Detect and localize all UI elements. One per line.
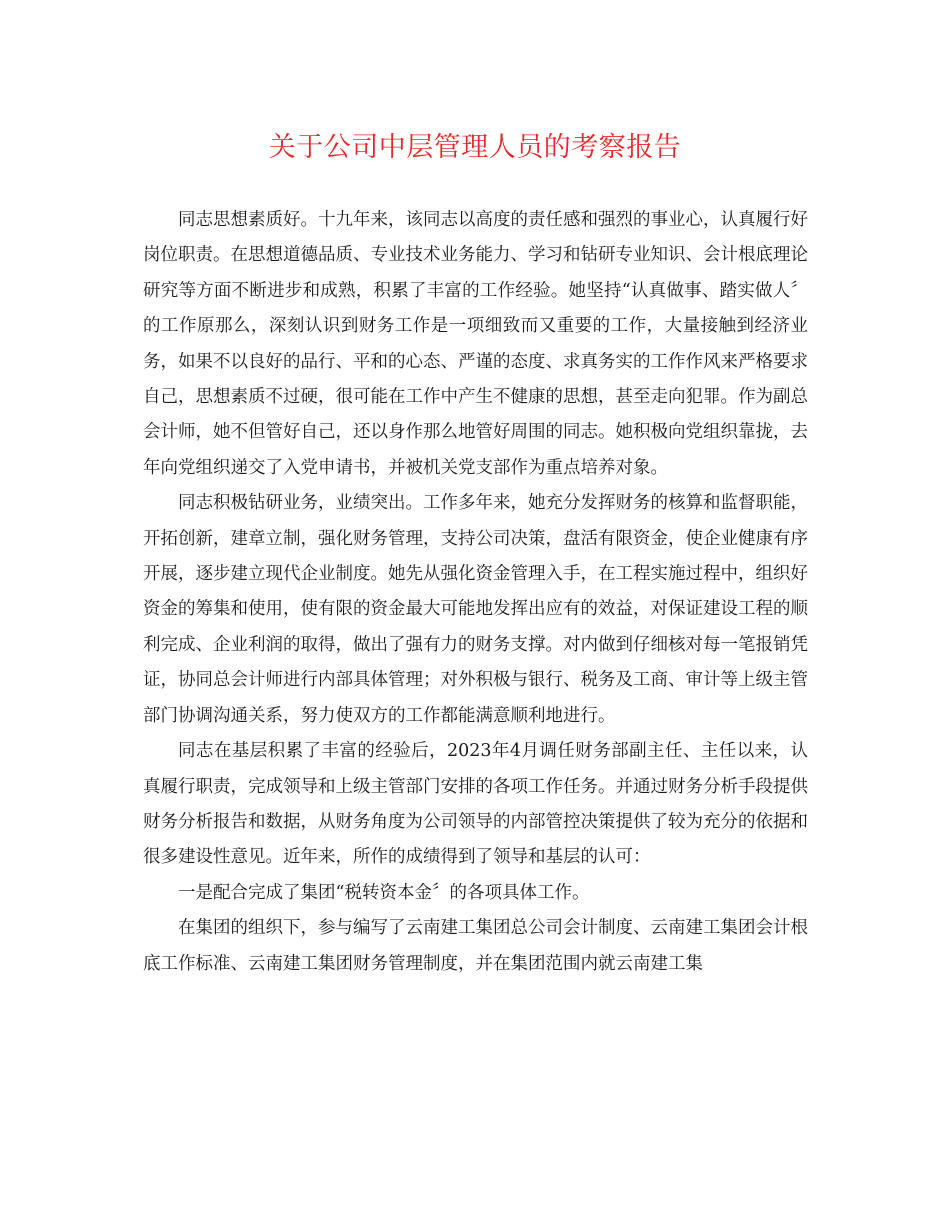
paragraph-point-one: 一是配合完成了集团“税转资本金〞的各项具体工作。 (178, 882, 590, 903)
paragraph-finance-department: 同志在基层积累了丰富的经验后，2023年4月调任财务部副主任、主任以来，认真履行职责，完成领导和上级主管部门安排的各项工作任务。并通过财务分析手段提供财务分析报告和数据，从财务角度为公司领导的内部管控决策提供了较为充分的依据和很多建设性意见。近年来，所作的成绩得到了领导和基层的认可： (143, 741, 808, 868)
paragraph-group-organization: 在集团的组织下，参与编写了云南建工集团总公司会计制度、云南建工集团会计根底工作标准、云南建工集团财务管理制度，并在集团范围内就云南建工集 (143, 918, 808, 974)
document-body (143, 203, 808, 982)
paragraph-business-performance: 同志积极钻研业务，业绩突出。工作多年来，她充分发挥财务的核算和监督职能，开拓创新，建章立制，强化财务管理，支持公司决策，盘活有限资金，使企业健康有序开展，逐步建立现代企业制度。她先从强化资金管理入手，在工程实施过程中，组织好资金的筹集和使用，使有限的资金最大可能地发挥出应有的效益，对保证建设工程的顺利完成、企业利润的取得，做出了强有力的财务支撑。对内做到仔细核对每一笔报销凭证，协同总会计师进行内部具体管理；对外积极与银行、税务及工商、审计等上级主管部门协调沟通关系，努力使双方的工作都能满意顺利地进行。 (143, 493, 808, 726)
document-title: 关于公司中层管理人员的考察报告 (268, 132, 682, 163)
paragraph-thought-quality: 同志思想素质好。十九年来，该同志以高度的责任感和强烈的事业心，认真履行好岗位职责。在思想道德品质、专业技术业务能力、学习和钻研专业知识、会计根底理论研究等方面不断进步和成熟，积累了丰富的工作经验。她坚持“认真做事、踏实做人〞的工作原那么，深刻认识到财务工作是一项细致而又重要的工作，大量接触到经济业务，如果不以良好的品行、平和的心态、严谨的态度、求真务实的工作作风来严格要求自己，思想素质不过硬，很可能在工作中产生不健康的思想，甚至走向犯罪。作为副总会计师，她不但管好自己，还以身作那么地管好周围的同志。她积极向党组织靠拢，去年向党组织递交了入党申请书，并被机关党支部作为重点培养对象。 (143, 210, 808, 478)
